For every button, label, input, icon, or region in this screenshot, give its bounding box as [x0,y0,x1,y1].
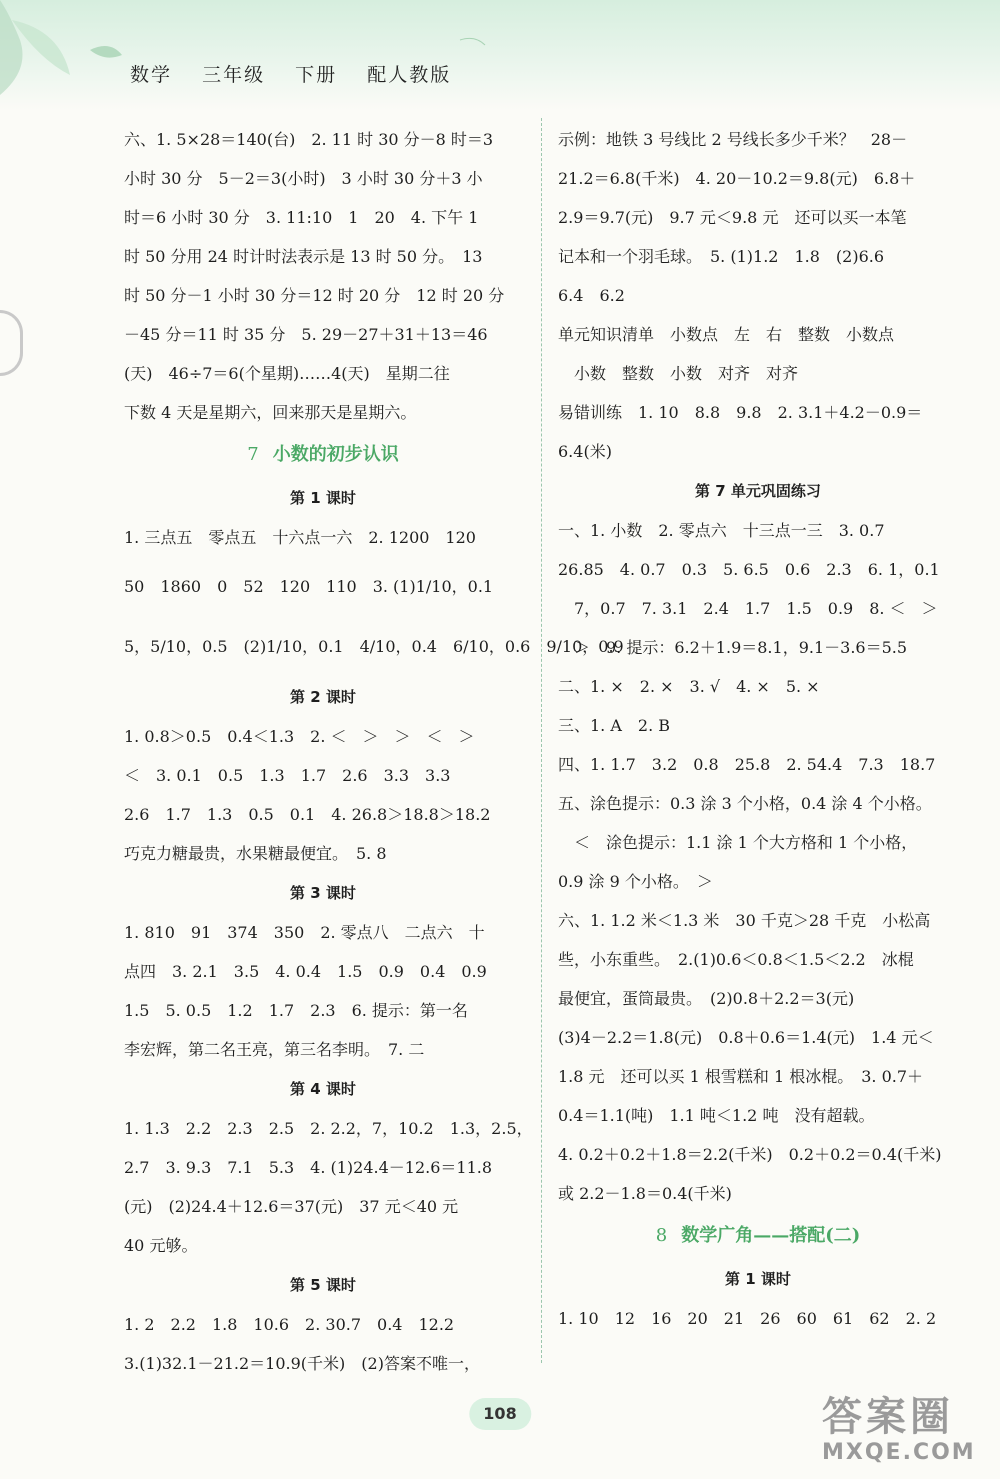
answer-line: 五、涂色提示：0.3 涂 3 个小格，0.4 涂 4 个小格。 [558,794,932,813]
answer-line: (3)4－2.2＝1.8(元) 0.8＋0.6＝1.4(元) 1.4 元＜ [558,1028,934,1047]
right-column [558,120,958,1338]
answer-line: 时 50 分－1 小时 30 分＝12 时 20 分 12 时 20 分 [124,286,505,305]
answer-line: 1. 10 12 16 20 21 26 60 61 62 2. 2 [558,1309,937,1328]
answer-line: 1. 2 2.2 1.8 10.6 2. 30.7 0.4 12.2 [124,1315,455,1334]
answer-line: ＜ 涂色提示：1.1 涂 1 个大方格和 1 个小格， [558,833,918,852]
answer-line: 一、1. 小数 2. 零点六 十三点一三 3. 0.7 [558,521,885,540]
page-number: 108 [483,1404,517,1423]
answer-line: 1. 1.3 2.2 2.3 2.5 2. 2.2，7，10.2 1.3，2.5， [124,1119,533,1138]
section-title [558,1213,958,1259]
answer-line: 2.6 1.7 1.3 0.5 0.1 4. 26.8＞18.8＞18.2 [124,805,491,824]
answer-line: 点四 3. 2.1 3.5 4. 0.4 1.5 0.9 0.4 0.9 [124,962,487,981]
answer-line: 巧克力糖最贵，水果糖最便宜。 5. 8 [124,844,387,863]
section-number: 8 [655,1225,668,1246]
lesson-title: 第 5 课时 [290,1276,356,1294]
watermark-logo: 答案圈 [822,1394,954,1440]
answer-line: 2.7 3. 9.3 7.1 5.3 4. (1)24.4－12.6＝11.8 [124,1158,493,1177]
header-banner [0,0,1000,110]
answer-line: 示例：地铁 3 号线比 2 号线长多少千米？ 28－ [558,130,908,149]
answer-line: 21.2＝6.8(千米) 4. 20－10.2＝9.8(元) 6.8＋ [558,169,916,188]
answer-line: 六、1. 1.2 米＜1.3 米 30 千克＞28 千克 小松高 [558,911,931,930]
error-training-line: 6.4(米) [558,442,612,461]
answer-block-top [124,120,522,432]
answer-line: 或 2.2－1.8＝0.4(千米) [558,1184,732,1203]
answer-line: 3.(1)32.1－21.2＝10.9(千米) (2)答案不唯一， [124,1354,480,1373]
answer-line: ＞ 9. 提示：6.2＋1.9＝8.1，9.1－3.6＝5.5 [558,638,908,657]
answer-line: ＜ 3. 0.1 0.5 1.3 1.7 2.6 3.3 3.3 [124,766,451,785]
edition-label: 配人教版 [367,64,452,86]
answer-line: (天) 46÷7＝6(个星期)……4(天) 星期二往 [124,364,450,383]
answer-line: 1. 三点五 零点五 十六点一六 2. 1200 120 [124,528,476,547]
answer-line: 小时 30 分 5－2＝3(小时) 3 小时 30 分＋3 小 [124,169,483,188]
answer-line: 7，0.7 7. 3.1 2.4 1.7 1.5 0.9 8. ＜ ＞ [558,599,938,618]
column-divider [541,118,542,1363]
answer-line: 李宏辉，第二名王亮，第三名李明。 7. 二 [124,1040,425,1059]
answer-line: 下数 4 天是星期六，回来那天是星期六。 [124,403,417,422]
answer-line: 2.9＝9.7(元) 9.7 元＜9.8 元 还可以买一本笔 [558,208,907,227]
answer-line: 些，小东重些。 2.(1)0.6＜0.8＜1.5＜2.2 冰棍 [558,950,914,969]
grade-label: 三年级 [202,64,266,86]
lesson-title: 第 1 课时 [290,489,356,507]
section-name: 小数的初步认识 [272,444,399,465]
answer-line: 50 1860 0 52 120 110 3. (1)1/10，0.1 [124,577,494,596]
answer-line: 6.4 6.2 [558,286,625,305]
leaf-decoration-icon [0,0,260,110]
knowledge-list-line: 单元知识清单 小数点 左 右 整数 小数点 [558,325,895,344]
review-title: 第 7 单元巩固练习 [695,482,821,500]
answer-line: 26.85 4. 0.7 0.3 5. 6.5 0.6 2.3 6. 1，0.1 [558,560,940,579]
answer-line: 40 元够。 [124,1236,198,1255]
volume-label: 下册 [295,64,338,86]
answer-line: 1.8 元 还可以买 1 根雪糕和 1 根冰棍。 3. 0.7＋ [558,1067,924,1086]
subject-label: 数学 [130,64,173,86]
answer-line: 二、1. × 2. × 3. √ 4. × 5. × [558,677,820,696]
error-training-line: 易错训练 1. 10 8.8 9.8 2. 3.1＋4.2－0.9＝ [558,403,923,422]
lesson-title: 第 3 课时 [290,884,356,902]
answer-line: 5，5/10，0.5 (2)1/10，0.1 4/10，0.4 6/10，0.6 9/10，0.9 [124,637,624,656]
section-title [124,432,522,478]
answer-line: 时＝6 小时 30 分 3. 11:10 1 20 4. 下午 1 [124,208,479,227]
answer-line: 0.9 涂 9 个小格。 ＞ [558,872,713,891]
answer-line: 三、1. A 2. B [558,716,671,735]
watermark [822,1395,992,1475]
answer-line: 1. 810 91 374 350 2. 零点八 二点六 十 [124,923,485,942]
answer-line: 时 50 分用 24 时计时法表示是 13 时 50 分。 13 [124,247,483,266]
section-number: 7 [247,444,259,465]
lesson-title: 第 4 课时 [290,1080,356,1098]
answer-line: 4. 0.2＋0.2＋1.8＝2.2(千米) 0.2＋0.2＝0.4(千米) [558,1145,942,1164]
book-title [130,60,473,87]
answer-line: (元) (2)24.4＋12.6＝37(元) 37 元＜40 元 [124,1197,459,1216]
answer-line: 四、1. 1.7 3.2 0.8 25.8 2. 54.4 7.3 18.7 [558,755,936,774]
binding-mark-icon [0,310,23,376]
section-name: 数学广角——搭配(二) [681,1225,861,1246]
answer-line: 1. 0.8＞0.5 0.4＜1.3 2. ＜ ＞ ＞ ＜ ＞ [124,727,475,746]
answer-line: －45 分＝11 时 35 分 5. 29－27＋31＋13＝46 [124,325,488,344]
lesson-title: 第 2 课时 [290,688,356,706]
answer-line: 六、1. 5×28＝140(台) 2. 11 时 30 分－8 时＝3 [124,130,494,149]
answer-line: 记本和一个羽毛球。 5. (1)1.2 1.8 (2)6.6 [558,247,885,266]
answer-line: 0.4＝1.1(吨) 1.1 吨＜1.2 吨 没有超载。 [558,1106,875,1125]
watermark-url: MXQE.COM [822,1440,976,1465]
answer-line: 最便宜，蛋筒最贵。 (2)0.8＋2.2＝3(元) [558,989,855,1008]
answer-line: 1.5 5. 0.5 1.2 1.7 2.3 6. 提示：第一名 [124,1001,468,1020]
lesson-title: 第 1 课时 [725,1270,791,1288]
knowledge-list-line: 小数 整数 小数 对齐 对齐 [558,364,799,383]
